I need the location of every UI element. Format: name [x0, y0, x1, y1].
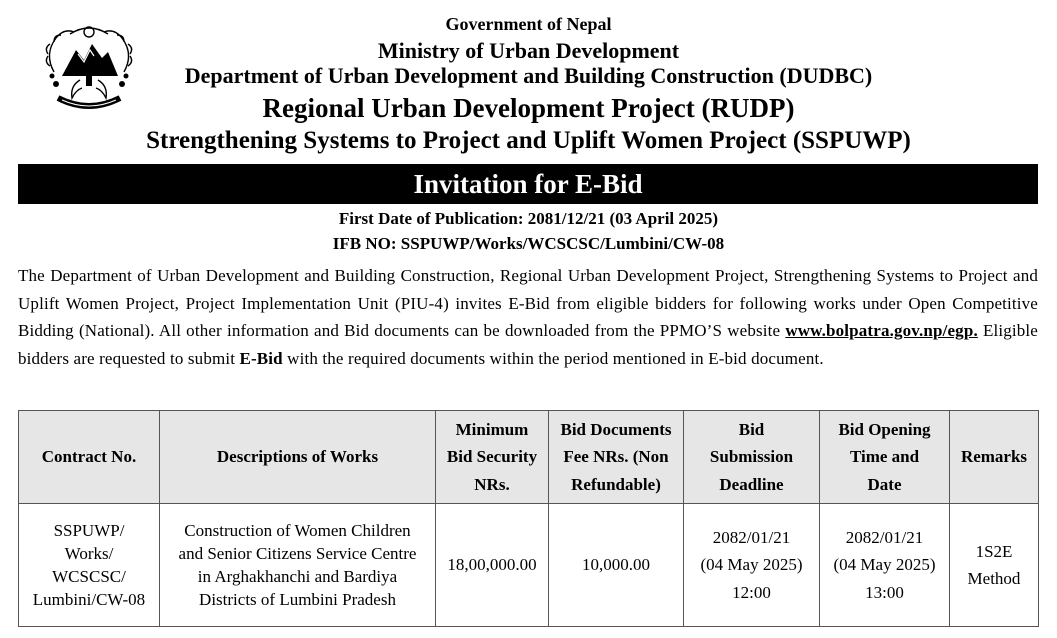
cell-bid-security: 18,00,000.00 — [436, 504, 549, 627]
col-header-document-fee: Bid Documents Fee NRs. (Non Refundable) — [549, 411, 684, 504]
project-heading-rudp: Regional Urban Development Project (RUDP) — [262, 93, 795, 123]
tender-table — [18, 410, 1039, 627]
col-header-remarks: Remarks — [950, 411, 1039, 504]
bolpatra-link[interactable]: www.bolpatra.gov.np/egp. — [785, 321, 978, 341]
col-header-submission-deadline: Bid Submission Deadline — [684, 411, 820, 504]
cell-opening-date: 2082/01/21 (04 May 2025) 13:00 — [820, 504, 950, 627]
col-header-opening-date: Bid Opening Time and Date — [820, 411, 950, 504]
project-heading-sspuwp: Strengthening Systems to Project and Uplift Women Project (SSPUWP) — [146, 127, 911, 154]
table-header-row — [19, 411, 1039, 504]
ebid-emphasis: E-Bid — [239, 348, 283, 368]
department-heading: Department of Urban Development and Building Construction (DUDBC) — [184, 63, 873, 88]
col-header-contract-no: Contract No. — [19, 411, 160, 504]
intro-paragraph — [18, 262, 1038, 372]
invitation-banner: Invitation for E-Bid — [18, 164, 1038, 204]
ifb-number: IFB NO: SSPUWP/Works/WCSCSC/Lumbini/CW-08 — [332, 234, 725, 253]
government-heading: Government of Nepal — [445, 14, 612, 34]
cell-description: Construction of Women Children and Senior Citizens Service Centre in Arghakhanchi and Bardiya Districts of Lumbini Pradesh — [160, 504, 436, 627]
publication-date: First Date of Publication: 2081/12/21 (03 April 2025) — [338, 209, 719, 228]
cell-submission-deadline: 2082/01/21 (04 May 2025) 12:00 — [684, 504, 820, 627]
col-header-description: Descriptions of Works — [160, 411, 436, 504]
intro-text-part3: with the required documents within the period mentioned in E-bid document. — [282, 348, 824, 368]
table-row — [19, 504, 1039, 627]
cell-contract-no: SSPUWP/ Works/ WCSCSC/ Lumbini/CW-08 — [19, 504, 160, 627]
ministry-heading: Ministry of Urban Development — [377, 38, 680, 63]
cell-document-fee: 10,000.00 — [549, 504, 684, 627]
intro-text-part2: Eligible bidders are requested to submit — [18, 321, 1038, 368]
intro-text-part1: The Department of Urban Development and Building Construction, Regional Urban Development Project, Strengthening Systems to Project and Uplift Women Project, Project Implementation Unit (PIU-4) invites E-Bid from eligible bidders for following works under Open Competitive Bidding (National). All other information and Bid documents can be downloaded from the PPMO’S website — [18, 266, 1038, 341]
col-header-bid-security: Minimum Bid Security NRs. — [436, 411, 549, 504]
cell-remarks: 1S2E Method — [950, 504, 1039, 627]
